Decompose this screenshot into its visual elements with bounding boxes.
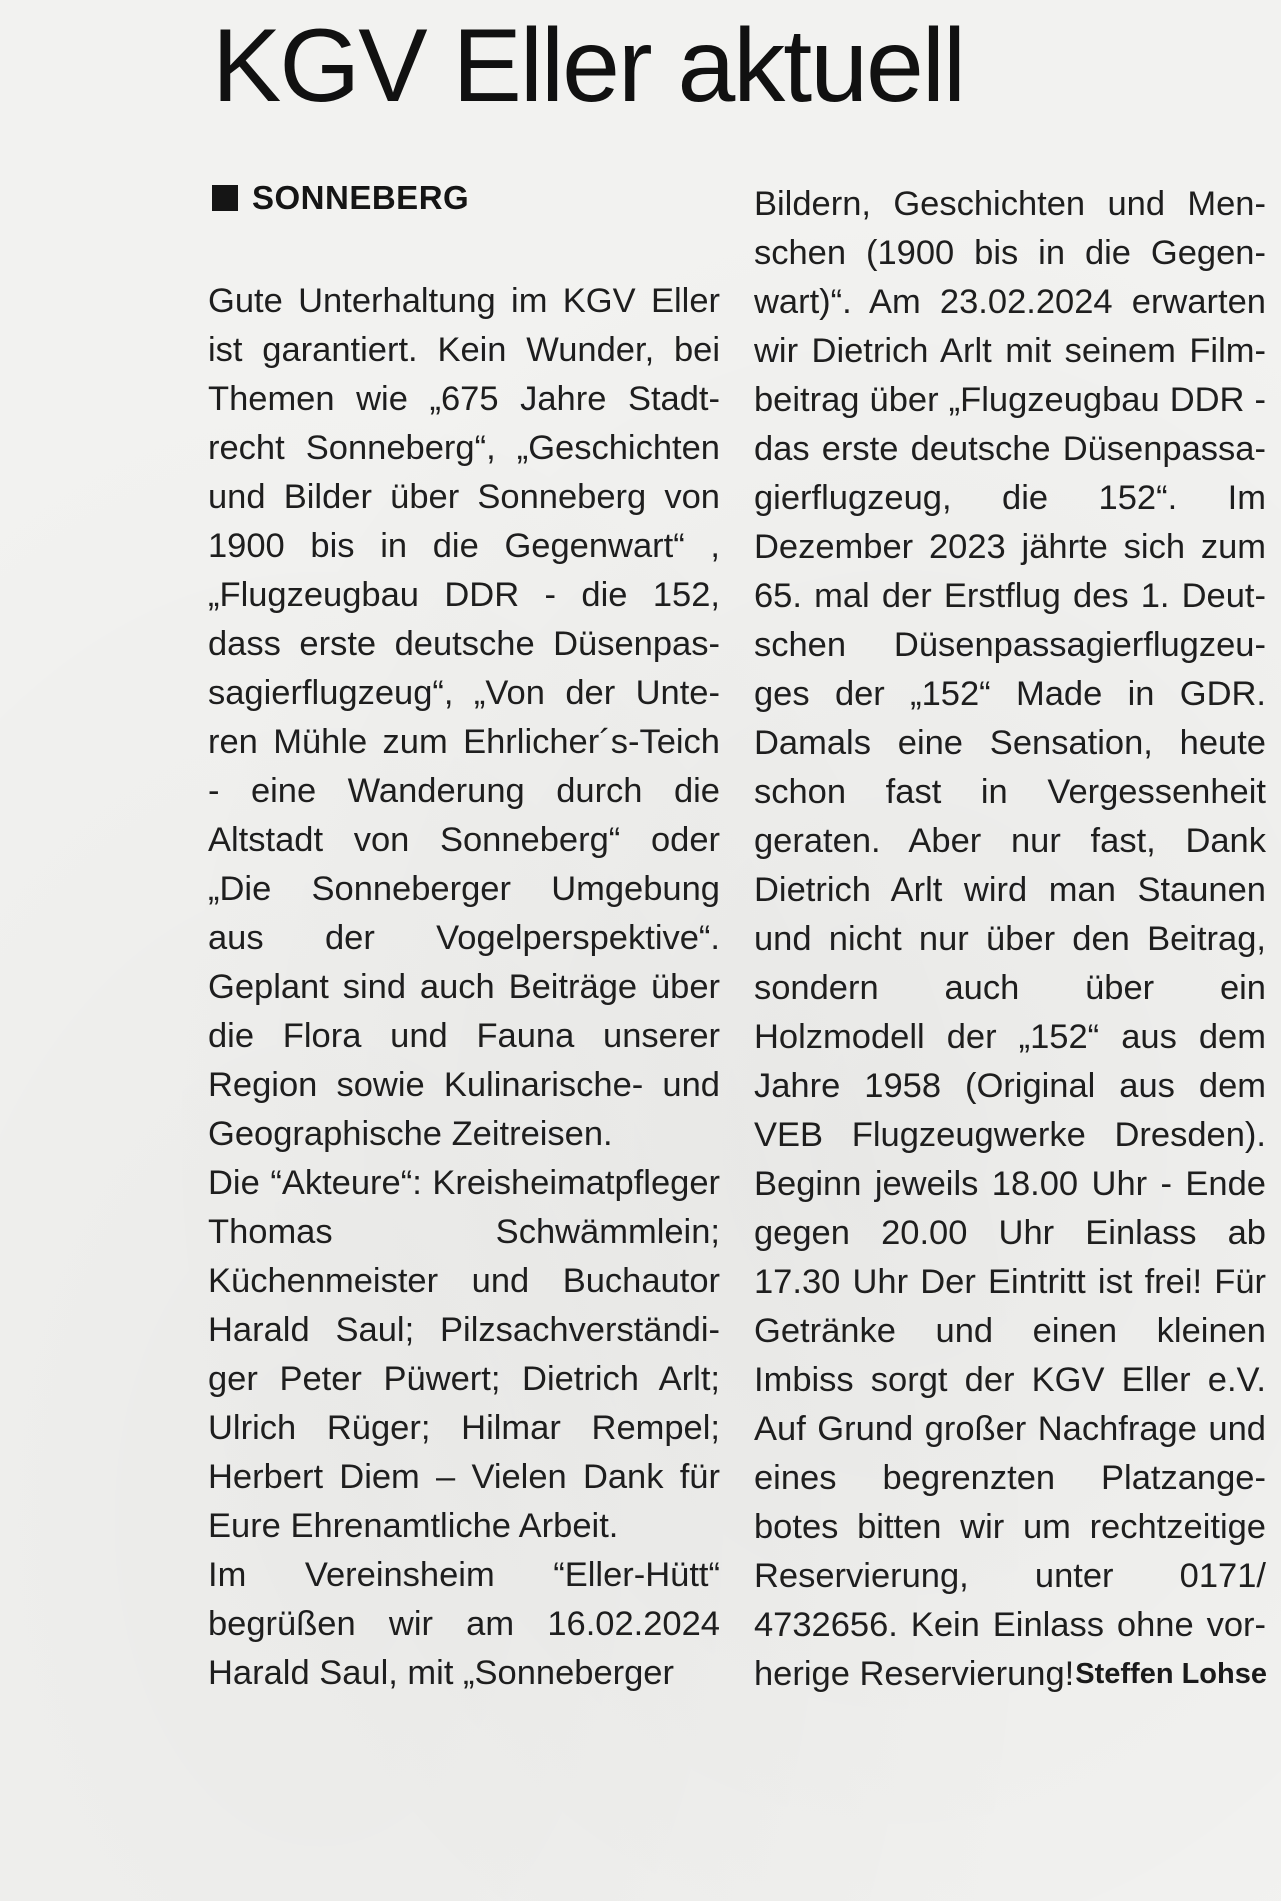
paragraph-intro: Gute Unterhaltung im KGV Eller ist garantiert. Kein Wunder, bei Themen wie „675 Jahre Stadtrecht Sonneberg“, „Geschichten und Bilder über Sonneberg von 1900 bis in die Gegenwart“ , „Flugzeugbau DDR - die 152, dass erste deutsche Düsenpassagierflugzeug“, „Von der Unteren Mühle zum Ehrlicher´s-Teich - eine Wanderung durch die Altstadt von Sonneberg“ oder „Die Sonneberger Umgebung aus der Vogelperspektive“. Geplant sind auch Beiträge über die Flora und Fauna unserer Region sowie Kulinarische- und Geographische Zeitreisen.	[208, 282, 720, 1153]
article-column-right	[754, 180, 1266, 1699]
dateline-location: SONNEBERG	[252, 179, 470, 216]
paragraph-actors: Die “Akteure“: Kreisheimatpfleger Thomas Schwämmlein; Küchenmeister und Buchautor Harald Saul; Pilzsachverständiger Peter Püwert; Dietrich Arlt; Ulrich Rüger; Hilmar Rempel; Herbert Diem – Vielen Dank für Eure Ehrenamtliche Arbeit.	[208, 1164, 720, 1545]
square-bullet-icon	[212, 185, 238, 211]
headline: KGV Eller aktuell	[212, 8, 965, 124]
article-column-left	[208, 277, 720, 1698]
author-byline: Steffen Lohse	[1075, 1658, 1267, 1690]
dateline	[212, 180, 469, 216]
paragraph-events-continued: Bildern, Geschichten und Menschen (1900 bis in die Gegenwart)“. Am 23.02.2024 erwarten wir Dietrich Arlt mit seinem Filmbeitrag über „Flugzeugbau DDR - das erste deutsche Düsenpassagierflugzeug, die 152“. Im Dezember 2023 jährte sich zum 65. mal der Erstflug des 1. Deutschen Düsenpassagierflugzeuges der „152“ Made in GDR. Damals eine Sensation, heute schon fast in Vergessenheit geraten. Aber nur fast, Dank Dietrich Arlt wird man Staunen und nicht nur über den Beitrag, sondern auch über ein Holzmodell der „152“ aus dem Jahre 1958 (Original aus dem VEB Flugzeugwerke Dresden). Beginn jeweils 18.00 Uhr - Ende gegen 20.00 Uhr Einlass ab 17.30 Uhr Der Eintritt ist frei! Für Getränke und einen kleinen Imbiss sorgt der KGV Eller e.V. Auf Grund großer Nachfrage und eines begrenzten Platzangebotes bitten wir um rechtzeitige Reservierung, unter 0171/ 4732656. Kein Einlass ohne vorherige Reservierung!	[754, 185, 1266, 1693]
paragraph-events-start: Im Vereinsheim “Eller-Hütt“ begrüßen wir am 16.02.2024 Harald Saul, mit „Sonneberger	[208, 1556, 720, 1692]
